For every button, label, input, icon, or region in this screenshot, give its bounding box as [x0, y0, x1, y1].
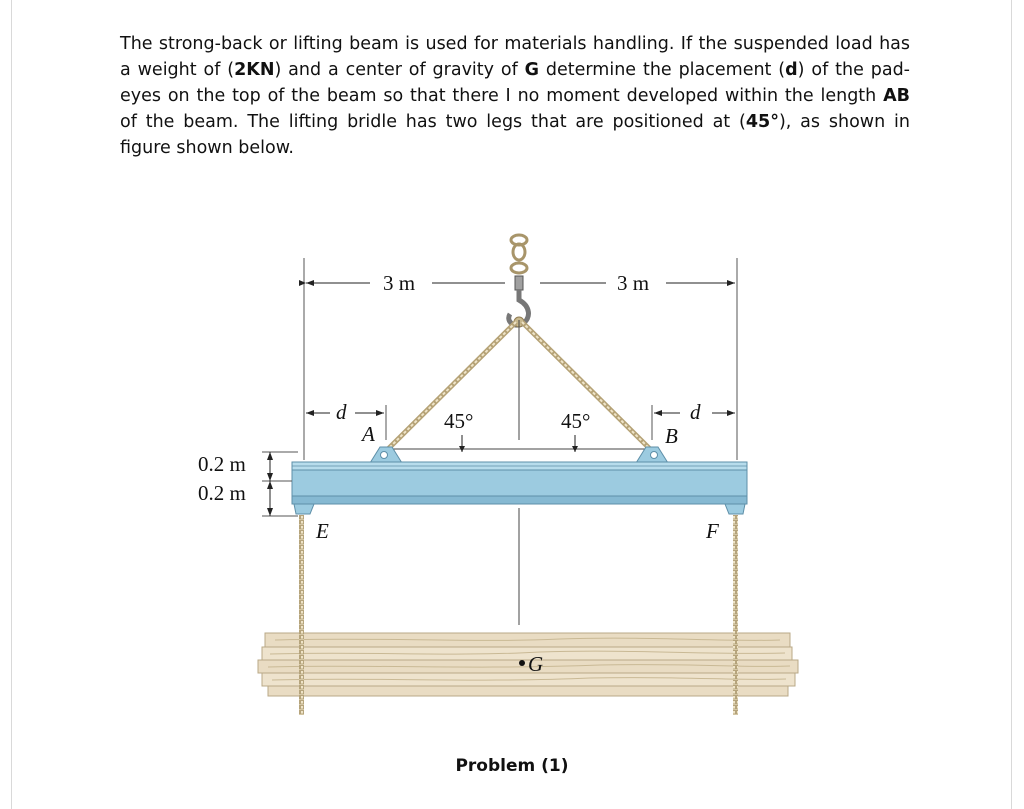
weight-value: 2KN: [234, 60, 275, 80]
point-e-label: E: [316, 519, 329, 543]
point-b-label: B: [665, 424, 678, 448]
cg-label: G: [524, 60, 540, 80]
figure-caption: Problem (1): [455, 756, 569, 776]
dim-left-label: 3 m: [383, 271, 416, 295]
height-dimensions: [198, 452, 298, 516]
d-dimensions: [306, 400, 735, 448]
cg-point: [519, 660, 525, 666]
crane-hook: [509, 235, 529, 327]
point-g-label: G: [528, 652, 544, 676]
point-f-label: F: [706, 519, 719, 543]
angle-right-label: 45°: [561, 409, 591, 433]
lifting-beam: [292, 462, 747, 514]
height-top-label: 0.2 m: [198, 452, 246, 476]
angle-left-label: 45°: [444, 409, 474, 433]
dim-right-label: 3 m: [617, 271, 650, 295]
ab-label: AB: [883, 86, 910, 106]
timber-load: [258, 630, 798, 700]
d-right-label: d: [690, 400, 701, 424]
problem-statement: The strong-back or lifting beam is used for materials handling. If the suspended load has a weight of (2KN) and a center of gravity of G determine the placement (d) of the pad-eyes on the top of the beam so that there I no moment developed within the length AB of the beam. The lifting bridle has two legs that are positioned at (45°), as shown in figure shown below.: [120, 34, 910, 158]
height-bottom-label: 0.2 m: [198, 481, 246, 505]
d-left-label: d: [336, 400, 347, 424]
angle-value: 45°: [745, 112, 779, 132]
d-label: d: [785, 60, 798, 80]
point-a-label: A: [362, 422, 375, 446]
